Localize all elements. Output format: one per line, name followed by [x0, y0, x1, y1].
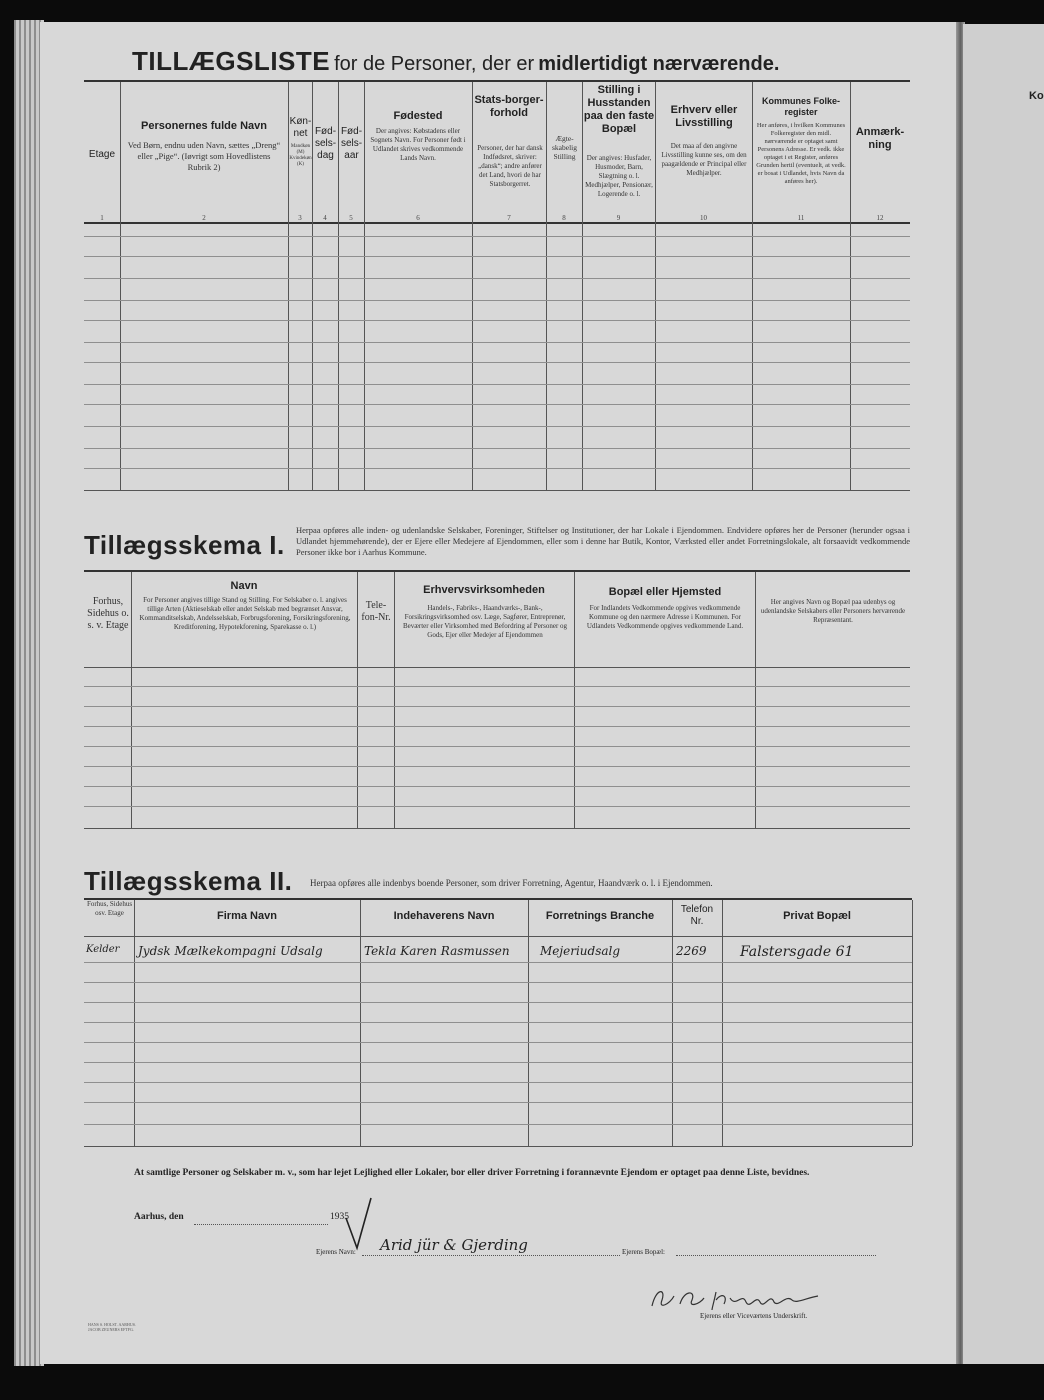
- col-num: 3: [298, 214, 302, 222]
- col-fodselsdag-head: Fød-sels-dag: [314, 126, 337, 161]
- s2-indehaver-head: Indehaverens Navn: [393, 910, 495, 922]
- s2-row-etage: Kelder: [86, 944, 120, 955]
- col-num: 12: [876, 214, 884, 222]
- list-title-bold: TILLÆGSLISTE: [132, 46, 331, 76]
- footer-owner-addr-label: Ejerens Bopæl:: [622, 1248, 665, 1256]
- s1-navn-note: For Personer angives tillige Stand og Stilling. For Selskaber o. l. angives tillige Arten (Aktieselskab eller andet Selskab med begrænset Ansvar, Kommanditselskab, Andelsselskab, Forbrugsforening, Forsikringsforening, Kreditforening, Hypotekforening, Sparekasse o. l.): [139, 596, 351, 631]
- checkmark-icon: [344, 1196, 374, 1252]
- col-num: 8: [562, 214, 566, 222]
- s2-row-telefon: 2269: [676, 944, 707, 958]
- col-folkeregister-head: Kommunes Folke-register: [761, 96, 840, 117]
- col-kon-head: Køn-net: [289, 116, 312, 139]
- col-name-note: Ved Børn, endnu uden Navn, sættes „Dreng“ eller „Pige“. (Iøvrigt som Hovedlistens Rubrik 2): [127, 140, 281, 172]
- col-erhverv-head: Erhverv eller Livsstilling: [670, 104, 738, 129]
- col-stilling-note: Der angives: Husfader, Husmoder, Barn, Slægtning o. l. Medhjælper, Pensionær, Logerende o. l.: [585, 154, 653, 198]
- s2-row-branche: Mejeriudsalg: [540, 944, 621, 958]
- col-fodested-note: Der angives: Købstadens eller Sognets Navn. For Personer født i Udlandet skrives vedkommende Lands Navn.: [370, 127, 466, 162]
- col-statsborger-note: Personer, der har dansk Indfødsret, skriver: „dansk“; andre anfører det Land, hvori de har Statsborgerret.: [477, 144, 543, 188]
- col-num: 9: [616, 214, 621, 222]
- skema1-title: Tillægsskema I.: [84, 530, 285, 560]
- s2-row-firma: Jydsk Mælkekompagni Udsalg: [138, 944, 323, 958]
- s1-telefon-head: Tele-fon-Nr.: [361, 600, 391, 623]
- s1-etage-head: Forhus, Sidehus o. s. v. Etage: [87, 596, 129, 631]
- skema1-intro: Herpaa opføres alle inden- og udenlandske Selskaber, Foreninger, Stiftelser og Institutioner, der har Lokale i Ejendommen. Endvidere opføres her de Personer (herunder ogsaa i Udlandet hjemmehørende), der er Ejere eller Medejere af Ejendommen, eller som i denne har Butik, Kontor, Værksted eller andet Forretningslokale, alt forsaavidt vedkommende Personer ikke bor i Aarhus Kommune.: [296, 525, 910, 557]
- s1-repr-note: Her angives Navn og Bopæl paa udenbys og udenlandske Selskabers eller Personers herværende Repræsentant.: [760, 598, 906, 624]
- col-fodested-head: Fødested: [393, 110, 443, 122]
- col-num: 10: [700, 214, 707, 222]
- col-anmaerkning-head: Anmærk-ning: [855, 126, 905, 151]
- footer-owner-name-label: Ejerens Navn:: [316, 1248, 356, 1256]
- footer-place: Aarhus, den: [134, 1212, 184, 1222]
- next-page-fragment: [963, 24, 1044, 1364]
- s1-erhverv-note: Handels-, Fabriks-, Haandværks-, Bank-, Forsikringsvirksomhed osv. Læge, Sagfører, Entreprenør, Beværter eller Virksomhed med Befordring af Personer og Gods, Ejer eller Medejer af Ejendommen: [402, 604, 568, 639]
- s2-row-indehaver: Tekla Karen Rasmussen: [364, 944, 510, 958]
- col-num: 5: [349, 214, 353, 222]
- skema2-title: Tillægsskema II.: [84, 866, 293, 896]
- s2-row-bopael: Falstersgade 61: [740, 944, 854, 960]
- footer-signature-label: Ejerens eller Viceværtens Underskrift.: [700, 1312, 808, 1320]
- s2-firma-head: Firma Navn: [217, 910, 277, 922]
- s1-navn-head: Navn: [230, 580, 258, 592]
- col-etage-head: Etage: [88, 149, 116, 160]
- s1-bopael-head: Bopæl eller Hjemsted: [608, 586, 722, 598]
- col-name-head: Personernes fulde Navn: [141, 120, 267, 132]
- s2-telefon-head: Telefon Nr.: [680, 904, 714, 927]
- footer-declaration: At samtlige Personer og Selskaber m. v., som har lejet Lejlighed eller Lokaler, bor eller driver Forretning i forannævnte Ejendom er optaget paa denne Liste, bevidnes.: [134, 1168, 810, 1178]
- s2-etage-head: Forhus, Sidehus osv. Etage: [86, 900, 133, 917]
- col-num: 7: [507, 214, 511, 222]
- s1-bopael-note: For Indlandets Vedkommende opgives vedkommende Kommune og den nærmere Adresse i Kommunen. For Udlandets Vedkommende opgives vedkommende Land.: [586, 604, 744, 630]
- list-title-rest: for de Personer, der er: [334, 53, 535, 75]
- col-erhverv-note: Det maa af den angivne Livsstilling kunne ses, om den paagældende er Principal eller Medhjælper.: [661, 142, 747, 177]
- col-statsborger-head: Stats-borger-forhold: [474, 94, 544, 119]
- s1-erhverv-head: Erhvervsvirksomheden: [423, 584, 545, 596]
- list-title-bold2: midlertidigt nærværende.: [538, 53, 780, 75]
- col-num: 4: [323, 214, 327, 222]
- s2-bopael-head: Privat Bopæl: [783, 910, 851, 922]
- next-page-text: Ko: [1029, 90, 1044, 102]
- list-title: [132, 46, 779, 77]
- col-num: 11: [797, 214, 805, 222]
- col-folkeregister-note: Her anføres, i hvilken Kommunes Folkeregister den midl. nærværende er optaget samt Personens Adresse. Er vedk. ikke optaget i et Register, anføres Grunden hertil (eventuelt, at vedk. er bosat i Udlandet, hvis Navn da anføres her).: [756, 122, 846, 185]
- s2-branche-head: Forretnings Branche: [545, 910, 655, 922]
- skema2-intro: Herpaa opføres alle indenbys boende Personer, som driver Forretning, Agentur, Haandværk o. l. i Ejendommen.: [310, 878, 713, 888]
- footer-year: 1935: [330, 1212, 349, 1222]
- col-fodselsaar-head: Fød-sels-aar: [340, 126, 363, 161]
- col-num: 2: [202, 214, 206, 222]
- col-num: 6: [416, 214, 420, 222]
- col-aegteskab-note: Ægte-skabelig Stilling: [552, 134, 577, 161]
- col-kon-note: Mandkøn (M) Kvindekøn (K): [289, 144, 312, 167]
- signature-image: [646, 1282, 826, 1314]
- footer-owner-name: Arid jür & Gjerding: [380, 1236, 528, 1254]
- printer-mark: HANS S. HOLST. AARHUS. JACOB ZEUNERS EFTFG.: [88, 1322, 136, 1332]
- col-stilling-head: Stilling i Husstanden paa den faste Bopæl: [583, 84, 655, 135]
- col-num: 1: [100, 214, 104, 222]
